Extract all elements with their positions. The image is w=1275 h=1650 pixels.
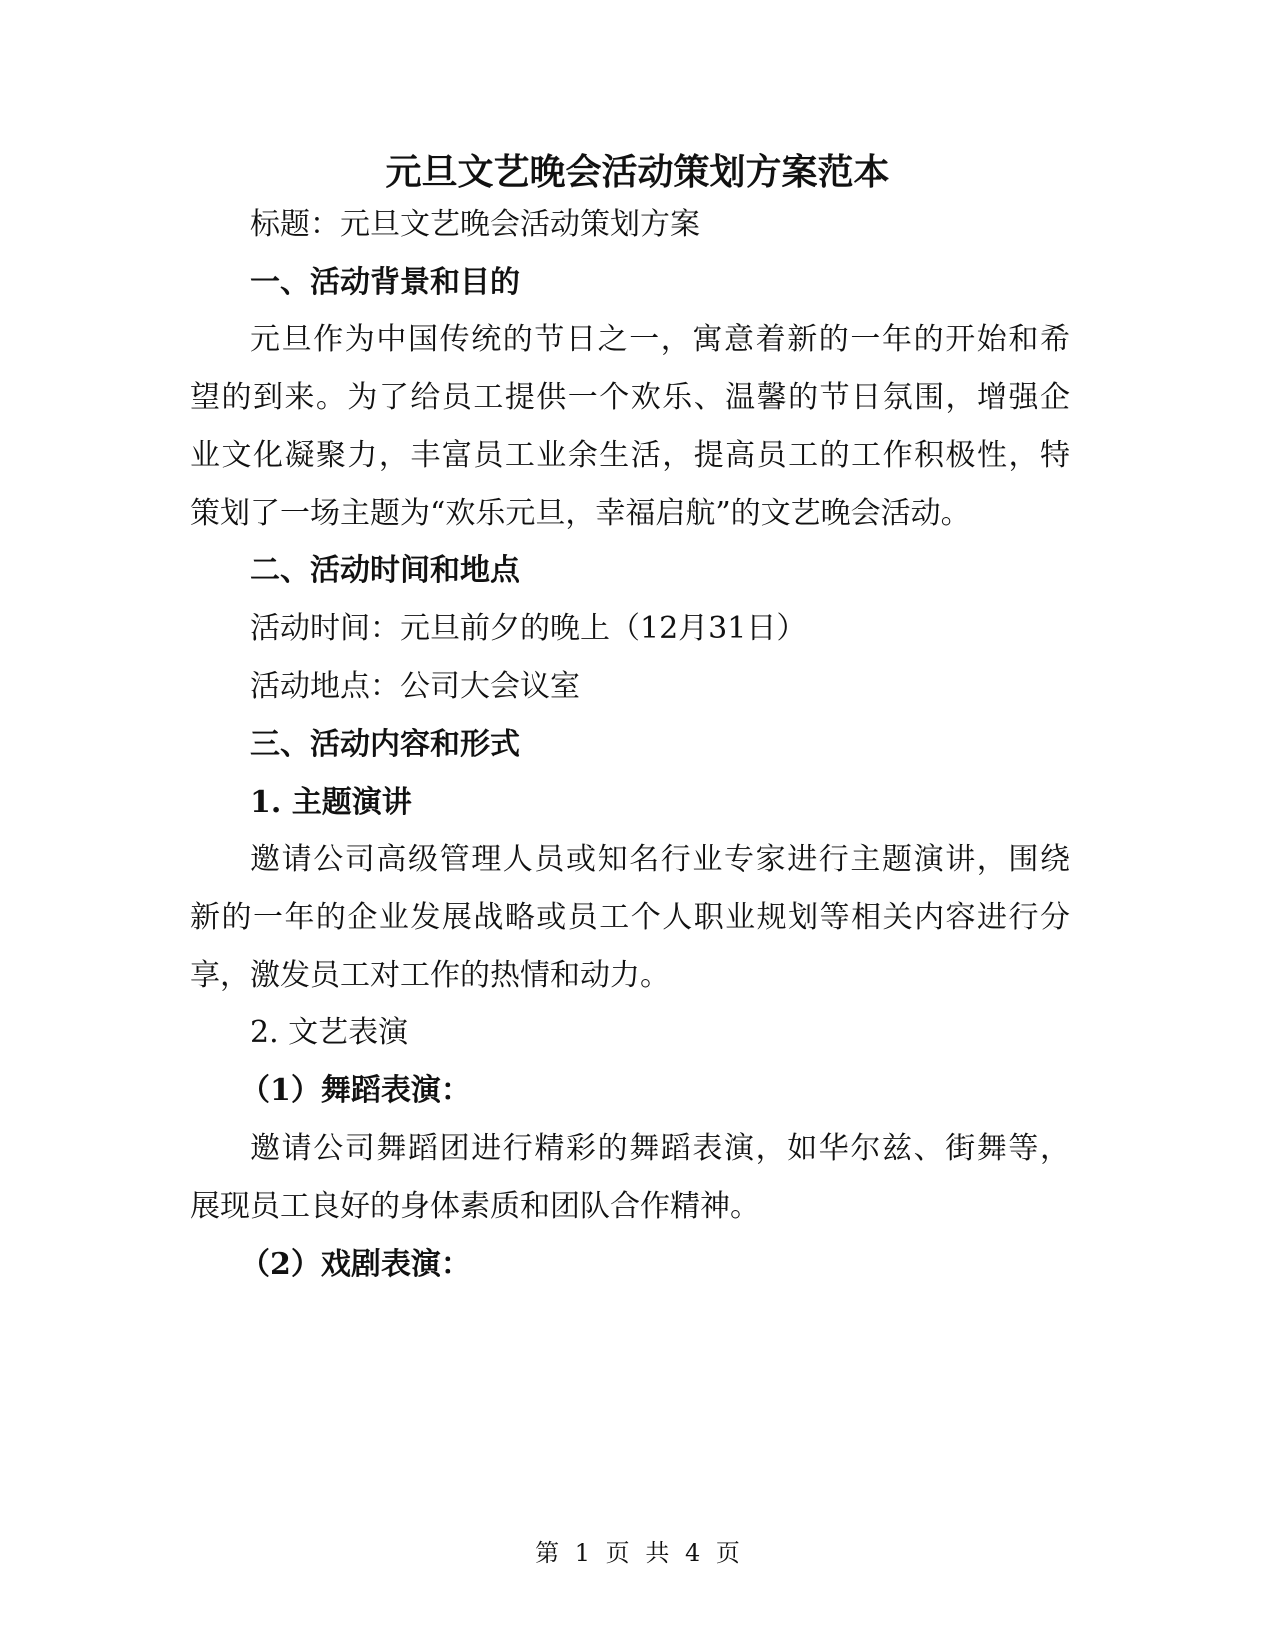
paragraph-line: 邀请公司舞蹈团进行精彩的舞蹈表演，如华尔兹、街舞等， xyxy=(250,1131,1070,1166)
page-footer xyxy=(0,1538,1275,1568)
paragraph-line: 邀请公司高级管理人员或知名行业专家进行主题演讲，围绕 xyxy=(250,842,1070,877)
paragraph-line: 元旦作为中国传统的节日之一，寓意着新的一年的开始和希 xyxy=(250,322,1070,357)
paragraph-line: 望的到来。为了给员工提供一个欢乐、温馨的节日氛围，增强企 xyxy=(190,380,1070,415)
paragraph-line: 展现员工良好的身体素质和团队合作精神。 xyxy=(190,1189,760,1224)
footer-page-unit: 页 xyxy=(605,1539,630,1567)
footer-page-number: 1 xyxy=(574,1539,591,1567)
footer-total-word: 共 xyxy=(645,1539,670,1567)
section-1-heading: 一、活动背景和目的 xyxy=(250,265,520,300)
paragraph-line: 业文化凝聚力，丰富员工业余生活，提高员工的工作积极性，特 xyxy=(190,438,1070,473)
footer-page-word: 第 xyxy=(535,1539,560,1567)
sub-2-heading: （2）戏剧表演： xyxy=(240,1247,471,1282)
item-1-heading: 1. 主题演讲 xyxy=(250,785,412,820)
section-3-heading: 三、活动内容和形式 xyxy=(250,727,520,762)
subtitle: 标题：元旦文艺晚会活动策划方案 xyxy=(250,207,700,242)
paragraph-line: 享，激发员工对工作的热情和动力。 xyxy=(190,958,670,993)
event-place: 活动地点：公司大会议室 xyxy=(250,669,580,704)
footer-total-number: 4 xyxy=(684,1539,701,1567)
document-title: 元旦文艺晚会活动策划方案范本 xyxy=(385,151,890,193)
item-2-heading: 2. 文艺表演 xyxy=(250,1015,409,1050)
section-2-heading: 二、活动时间和地点 xyxy=(250,553,520,588)
sub-1-heading: （1）舞蹈表演： xyxy=(240,1073,471,1108)
footer-total-unit: 页 xyxy=(715,1539,740,1567)
event-time: 活动时间：元旦前夕的晚上（12月31日） xyxy=(250,611,807,646)
paragraph-line: 新的一年的企业发展战略或员工个人职业规划等相关内容进行分 xyxy=(190,900,1070,935)
paragraph-line: 策划了一场主题为“欢乐元旦，幸福启航”的文艺晚会活动。 xyxy=(190,496,971,531)
